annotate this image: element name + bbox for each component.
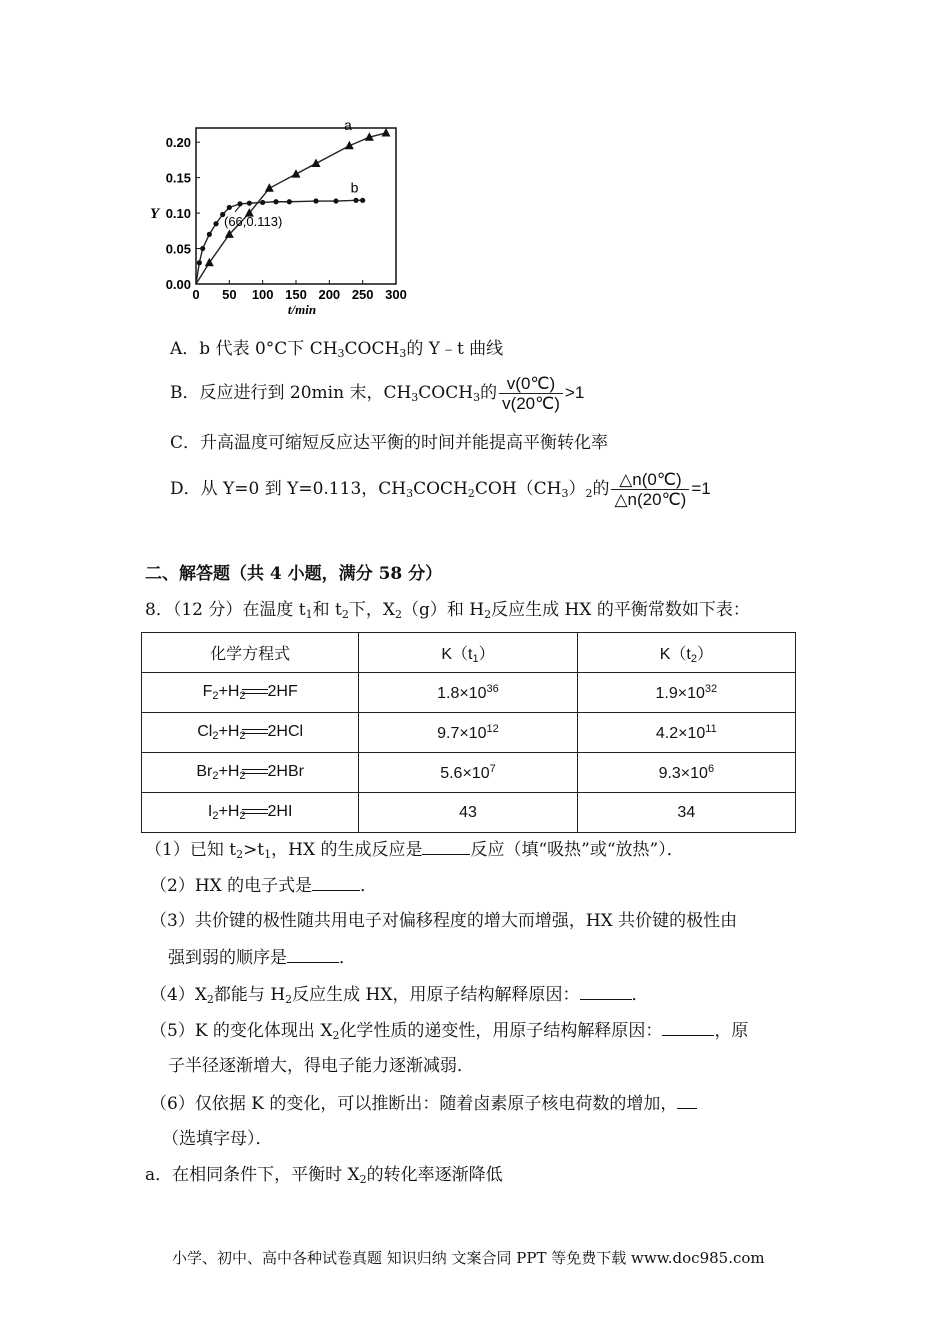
plot-frame bbox=[196, 128, 396, 284]
table-row bbox=[142, 713, 796, 753]
page-footer: 小学、初中、高中各种试卷真题 知识归纳 文案合同 PPT 等免费下载 www.doc985.com bbox=[172, 1249, 765, 1267]
answer-blank[interactable] bbox=[422, 838, 470, 855]
equilibrium-arrow-icon bbox=[242, 688, 268, 696]
rate-ratio-fraction: $\frac{v(0℃)}{v(20℃)}$ bbox=[499, 374, 563, 413]
equation-cell: $Cl_2+H_2$ 2HCl bbox=[142, 713, 359, 753]
series-b-point bbox=[247, 201, 252, 206]
x-tick-label: 50 bbox=[222, 287, 237, 302]
series-b-point bbox=[287, 199, 292, 204]
q8-intro: 8．（12 分）在温度 $t_1$和 $t_2$下，$X_2(g)$和 $H_2$反应生成 HX 的平衡常数如下表： bbox=[145, 600, 750, 621]
annotation-label: (66,0.113) bbox=[224, 213, 283, 229]
option-b: B．反应进行到 20min 末，$CH_3COCH_3$的 $\frac{v(0℃)}{v(20℃)}$ >1 bbox=[170, 374, 585, 413]
k-t1-cell: $9.7\times 10^{12}$ bbox=[359, 713, 577, 753]
answer-blank[interactable] bbox=[662, 1019, 714, 1036]
series-b-point bbox=[200, 246, 205, 251]
answer-blank[interactable] bbox=[312, 874, 360, 891]
series-a-point bbox=[265, 183, 274, 192]
option-a: A．b 代表 0°C下 $CH_3COCH_3$的 Y﹣t 曲线 bbox=[170, 339, 504, 360]
table-row bbox=[142, 673, 796, 713]
delta-n-fraction: $\frac{\triangle n(0℃)}{\triangle n(20℃)}$ bbox=[611, 470, 689, 509]
series-b-point bbox=[260, 200, 265, 205]
subquestion-5: （5）K 的变化体现出 $X_2$化学性质的递变性，用原子结构解释原因： ，原 bbox=[150, 1021, 749, 1042]
option-c: C．升高温度可缩短反应达平衡的时间并能提高平衡转化率 bbox=[170, 433, 609, 453]
series-b-point bbox=[237, 201, 242, 206]
choice-a: a．在相同条件下，平衡时 $X_2$的转化率逐渐降低 bbox=[145, 1165, 503, 1186]
subquestion-4: $(4)X_2$都能与 $H_2$反应生成 HX，用原子结构解释原因： ． bbox=[150, 985, 649, 1006]
kinetics-chart bbox=[150, 120, 420, 320]
table-row bbox=[142, 753, 796, 793]
series-b-point bbox=[207, 232, 212, 237]
equilibrium-arrow-icon bbox=[242, 768, 268, 776]
x-tick-label: 100 bbox=[251, 287, 274, 302]
section-title: 二、解答题（共 4 小题，满分 58 分） bbox=[145, 564, 443, 584]
k-t2-cell: $9.3\times 10^6$ bbox=[577, 753, 795, 793]
option-d: D．从 Y=0 到 Y=0.113，$CH_3COCH_2COH(CH_3)_2$的 $\frac{\triangle n(0℃)}{\triangle n(20℃)}$ =1 bbox=[170, 470, 711, 509]
equilibrium-arrow-icon bbox=[242, 808, 268, 816]
series-b-label: b bbox=[350, 179, 359, 196]
header-equation: 化学方程式 bbox=[142, 633, 359, 673]
answer-blank[interactable] bbox=[580, 983, 632, 1000]
series-a-line bbox=[196, 133, 386, 284]
table-row bbox=[142, 793, 796, 833]
k-t2-cell: $1.9\times 10^{32}$ bbox=[577, 673, 795, 713]
k-t1-cell: 43 bbox=[359, 793, 577, 833]
series-b-point bbox=[273, 199, 278, 204]
option-a-text: A．b 代表 0°C下 CH bbox=[170, 339, 338, 359]
table-header-row bbox=[142, 633, 796, 673]
series-b-point bbox=[313, 198, 318, 203]
x-tick-label: 250 bbox=[351, 287, 374, 302]
equation-cell: $Br_2+H_2$ 2HBr bbox=[142, 753, 359, 793]
subquestion-3: （3）共价键的极性随共用电子对偏移程度的增大而增强，HX 共价键的极性由 bbox=[150, 911, 738, 931]
subquestion-3-cont: 强到弱的顺序是 ． bbox=[168, 948, 356, 968]
y-tick-label: 0.00 bbox=[165, 277, 191, 292]
x-tick-label: 200 bbox=[318, 287, 341, 302]
series-b-point bbox=[213, 221, 218, 226]
k-t2-cell: $4.2\times 10^{11}$ bbox=[577, 713, 795, 753]
x-tick-label: 0 bbox=[192, 287, 200, 302]
series-b-point bbox=[353, 198, 358, 203]
equilibrium-arrow-icon bbox=[242, 728, 268, 736]
y-tick-label: 0.05 bbox=[165, 241, 191, 257]
series-a-point bbox=[292, 169, 301, 178]
annotation-leader bbox=[235, 206, 240, 212]
y-tick-label: 0.15 bbox=[165, 170, 191, 186]
k-t1-cell: $1.8\times 10^{36}$ bbox=[359, 673, 577, 713]
y-tick-label: 0.20 bbox=[165, 135, 191, 151]
y-axis-label: Y bbox=[150, 206, 160, 223]
equilibrium-constant-table bbox=[141, 632, 796, 833]
x-tick-label: 150 bbox=[285, 287, 307, 302]
answer-blank[interactable] bbox=[287, 946, 339, 963]
x-axis-label: t/min bbox=[287, 302, 317, 317]
x-tick-label: 300 bbox=[385, 287, 407, 302]
series-a-label: a bbox=[344, 120, 352, 133]
header-k-t1: $K(t_1)$ bbox=[359, 633, 577, 673]
equation-cell: $I_2+H_2$ 2HI bbox=[142, 793, 359, 833]
answer-blank[interactable] bbox=[677, 1092, 697, 1109]
subquestion-5-cont: 子半径逐渐增大，得电子能力逐渐减弱． bbox=[168, 1056, 474, 1076]
k-t2-cell: 34 bbox=[577, 793, 795, 833]
series-a-point bbox=[312, 158, 321, 167]
equation-cell: $F_2+H_2$ 2HF bbox=[142, 673, 359, 713]
series-b-point bbox=[197, 260, 202, 265]
subquestion-1: （1）已知 $t_2>t_1$，HX 的生成反应是 反应（填“吸热”或“放热”）． bbox=[145, 840, 684, 861]
k-t1-cell: $5.6\times 10^7$ bbox=[359, 753, 577, 793]
subquestion-6-cont: （选填字母）． bbox=[162, 1129, 273, 1149]
series-a-point bbox=[382, 128, 391, 137]
subquestion-6: （6）仅依据 K 的变化，可以推断出：随着卤素原子核电荷数的增加， bbox=[150, 1092, 697, 1115]
series-b-point bbox=[360, 198, 365, 203]
series-b-point bbox=[333, 198, 338, 203]
y-tick-label: 0.10 bbox=[165, 206, 191, 222]
header-k-t2: $K(t_2)$ bbox=[577, 633, 795, 673]
series-b-point bbox=[227, 205, 232, 210]
subquestion-2: （2）HX 的电子式是 ． bbox=[150, 876, 378, 896]
